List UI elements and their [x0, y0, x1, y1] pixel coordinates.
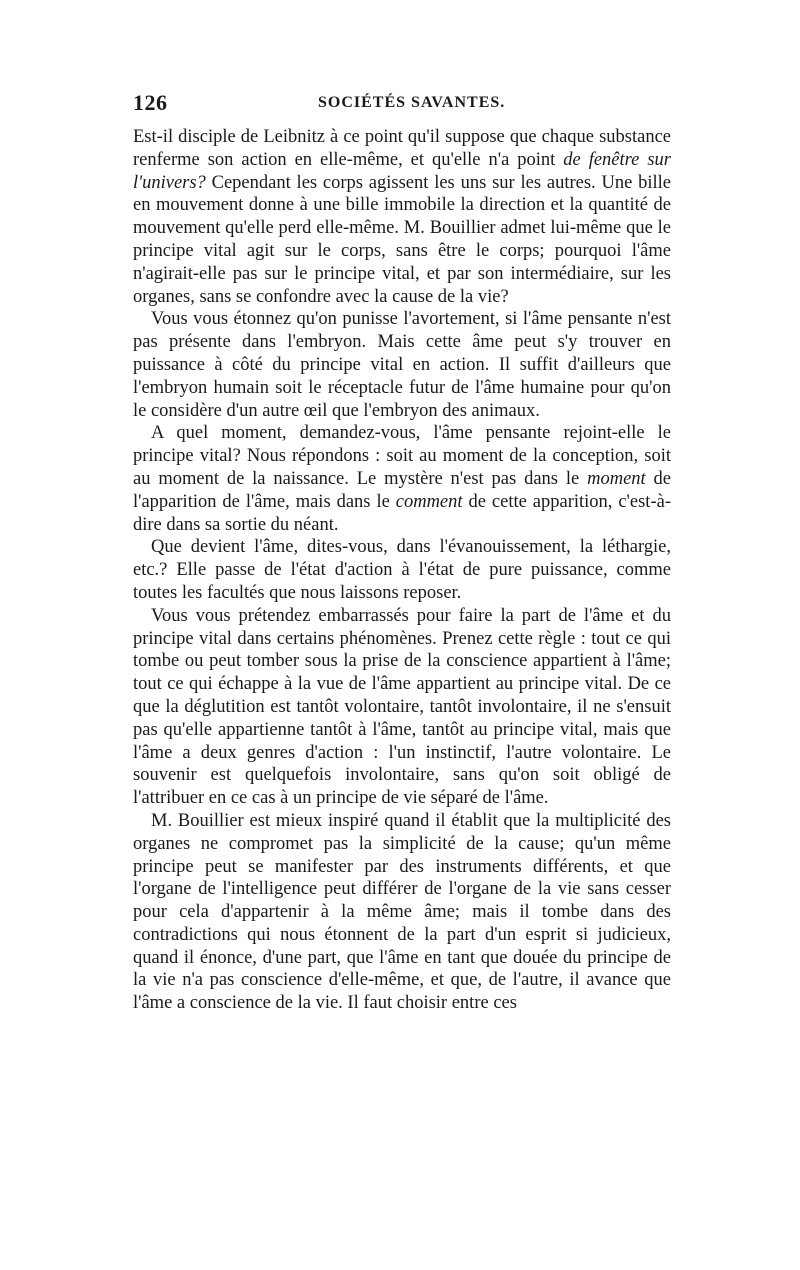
paragraph — [133, 536, 671, 604]
text-run: Vous vous étonnez qu'on punisse l'avortement, si l'âme pensante n'est pas présente dans l'embryon. Mais cette âme peut s'y trouver en puissance à côté du principe vital en action. Il suffit d'ailleurs que l'embryon humain soit le réceptacle futur de l'âme humaine pour qu'on le considère d'un autre œil que l'embryon des animaux. — [133, 309, 671, 421]
paragraph — [133, 308, 671, 422]
running-title: SOCIÉTÉS SAVANTES. — [318, 94, 506, 111]
italic-text: moment — [587, 468, 646, 489]
text-run: Que devient l'âme, dites-vous, dans l'évanouissement, la léthargie, etc.? Elle passe de l'état d'action à l'état de pure puissance, comme toutes les facultés que nous laissons reposer. — [133, 537, 671, 603]
italic-text: comment — [395, 491, 463, 512]
text-run: A quel moment, demandez-vous, l'âme pensante rejoint-elle le principe vital? Nous répondons : soit au moment de la conception, soit au moment de la naissance. Le mystère n'est pas dans le — [133, 423, 671, 489]
text-run: Est-il disciple de Leibnitz à ce point qu'il suppose que chaque substance renferme son action en elle-même, et qu'elle n'a point — [133, 127, 671, 170]
text-run: de cette apparition, c'est-à-dire dans sa sortie du néant. — [133, 491, 671, 535]
text-run: Cependant les corps agissent les uns sur les autres. Une bille en mouvement donne à une bille immobile la direction et la quantité de mouvement qu'elle perd elle-même. M. Bouillier admet lui-même que le principe vital agit sur le corps, sans être le corps; pourquoi l'âme n'agirait-elle pas sur le principe vital, et par son intermédiaire, sur les organes, sans se confondre avec la cause de la vie? — [133, 172, 671, 307]
paragraph — [133, 605, 671, 810]
paragraph — [133, 422, 671, 536]
page-header — [133, 90, 673, 122]
body-text — [133, 126, 671, 1015]
text-run: M. Bouillier est mieux inspiré quand il établit que la multiplicité des organes ne compromet pas la simplicité de la cause; qu'un même principe peut se manifester par des instruments différents, et que l'organe de l'intelligence peut différer de l'organe de la vie sans cesser pour cela d'appartenir à la même âme; mais il tombe dans des contradictions qui nous étonnent de la part d'un esprit si judicieux, quand il énonce, d'une part, que l'âme en tant que douée du principe de la vie n'a pas conscience d'elle-même, et que, de l'autre, il avance que l'âme a conscience de la vie. Il faut choisir entre ces — [133, 810, 671, 1014]
italic-text: de fenêtre sur l'univers? — [133, 149, 671, 193]
paragraph — [133, 810, 671, 1015]
paragraph — [133, 126, 671, 308]
page-number: 126 — [133, 90, 168, 115]
text-run: de l'apparition de l'âme, mais dans le — [133, 468, 672, 512]
text-run: Vous vous prétendez embarrassés pour faire la part de l'âme et du principe vital dans certains phénomènes. Prenez cette règle : tout ce qui tombe ou peut tomber sous la prise de la conscience appartient à l'âme; tout ce qui échappe à la vue de l'âme appartient au principe vital. De ce que la déglutition est tantôt volontaire, tantôt involontaire, il ne s'ensuit pas qu'elle appartienne tantôt à l'âme, tantôt au principe vital, mais que l'âme a deux genres d'action : l'un instinctif, l'autre volontaire. Le souvenir est quelquefois involontaire, sans qu'on soit obligé de l'attribuer en ce cas à un principe de vie séparé de l'âme. — [133, 605, 671, 809]
